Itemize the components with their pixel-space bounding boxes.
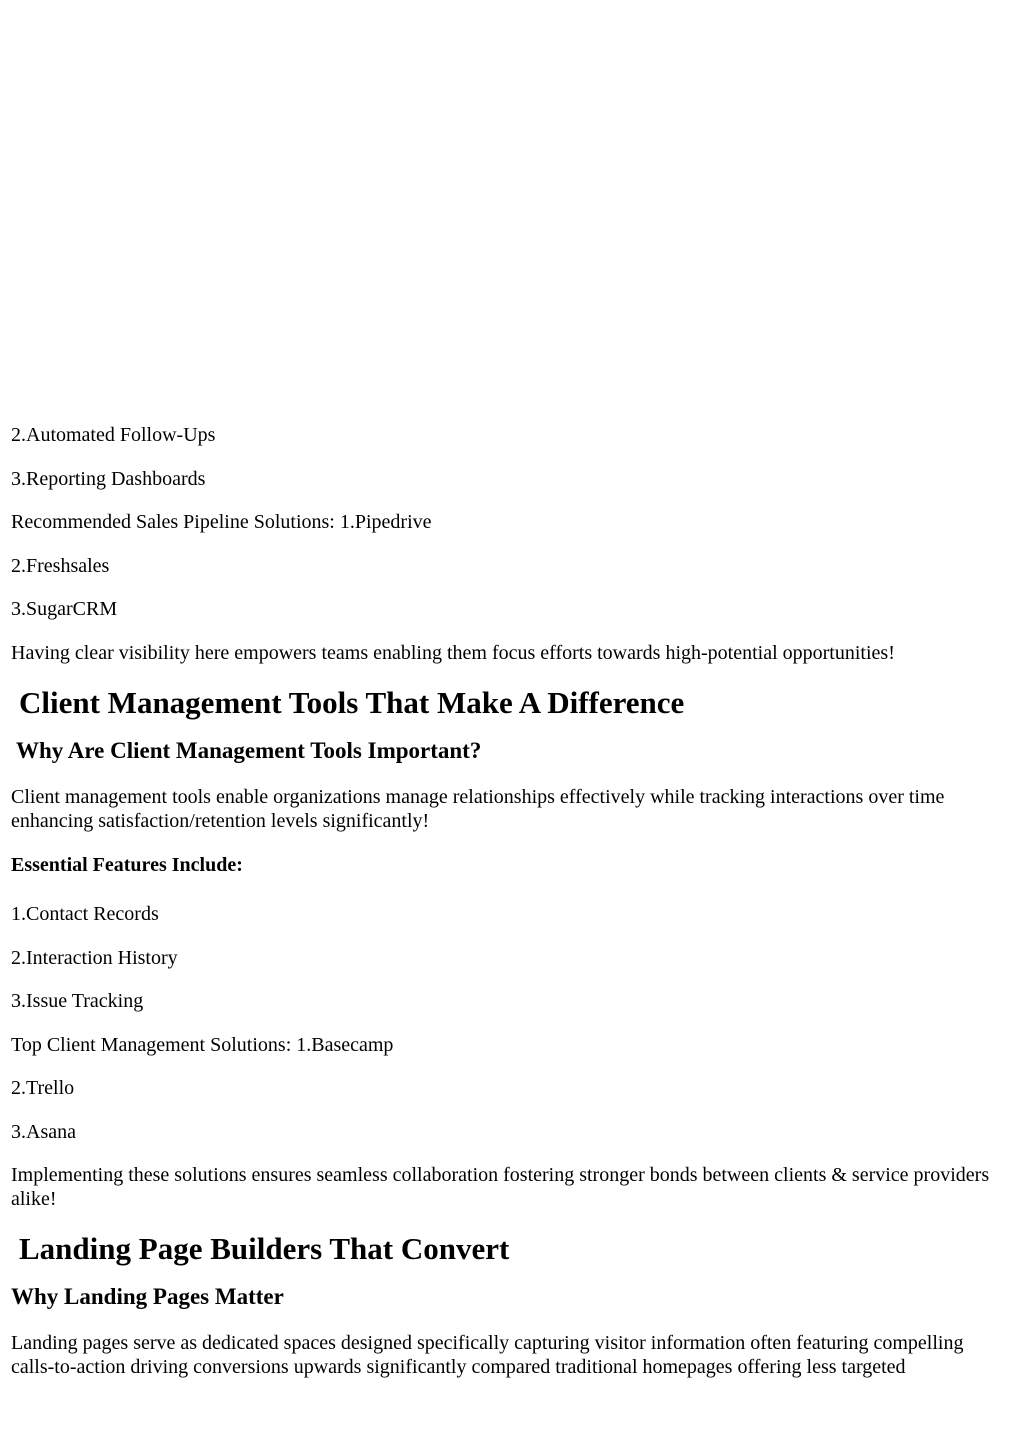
list-item: 3.Reporting Dashboards [11, 467, 206, 490]
paragraph: Landing pages serve as dedicated spaces designed specifically capturing visitor information often featuring compelling calls-to-action driving conversions upwards significantly compared traditional homepages offering less targeted [11, 1332, 964, 1378]
list-item: 3.SugarCRM [11, 598, 118, 620]
blank-area [0, 0, 1024, 420]
section-heading-landing-pages: Landing Page Builders That Convert [19, 1231, 510, 1266]
paragraph: Top Client Management Solutions: 1.Basecamp [11, 1033, 394, 1056]
document-body [11, 424, 1011, 1399]
list-item: 3.Issue Tracking [11, 990, 144, 1012]
list-item: 2.Freshsales [11, 554, 110, 577]
features-heading: Essential Features Include: [11, 854, 243, 876]
paragraph: Recommended Sales Pipeline Solutions: 1.Pipedrive [11, 511, 432, 533]
list-item: 2.Trello [11, 1077, 75, 1099]
paragraph: Implementing these solutions ensures seamless collaboration fostering stronger bonds between clients & service providers alike! [11, 1164, 990, 1210]
paragraph: Having clear visibility here empowers teams enabling them focus efforts towards high-potential opportunities! [11, 641, 895, 664]
list-item: 2.Automated Follow-Ups [11, 424, 216, 446]
section-heading-client-management: Client Management Tools That Make A Difference [19, 685, 685, 720]
paragraph: Client management tools enable organizations manage relationships effectively while tracking interactions over time enhancing satisfaction/retention levels significantly! [11, 786, 945, 832]
list-item: 3.Asana [11, 1120, 76, 1143]
subheading-client-tools-importance: Why Are Client Management Tools Important? [16, 738, 482, 763]
list-item: 1.Contact Records [11, 903, 159, 925]
list-item: 2.Interaction History [11, 946, 178, 969]
subheading-landing-pages-matter: Why Landing Pages Matter [11, 1284, 284, 1309]
